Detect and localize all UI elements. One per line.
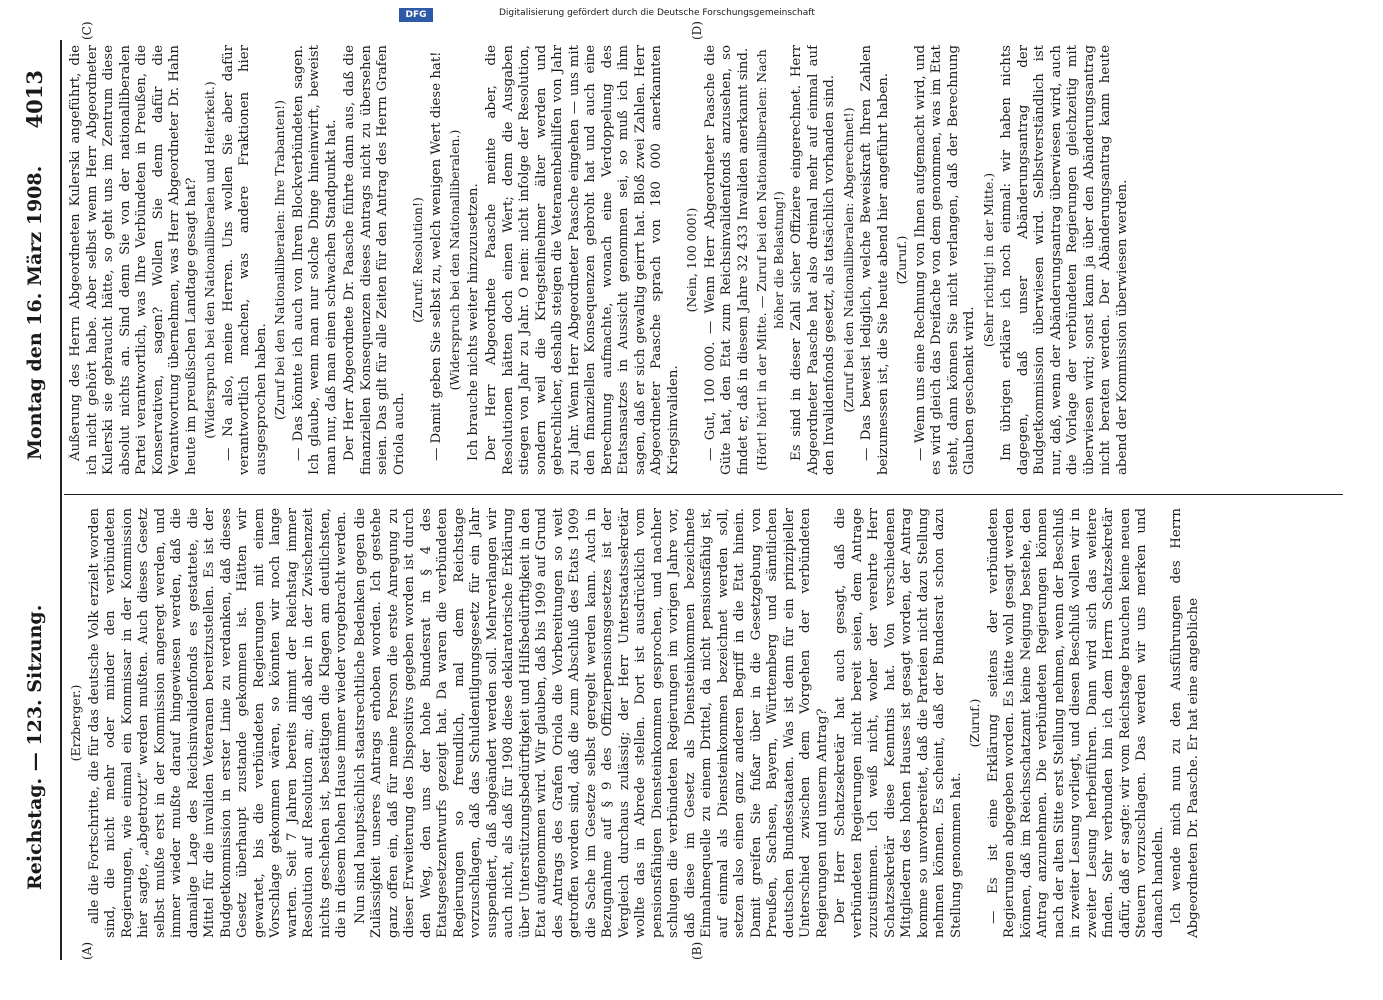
right-column: [68, 45, 1343, 475]
paragraph: — Damit geben Sie selbst zu, welch wenigen Wert diese hat!: [428, 51, 444, 461]
paragraph: (Nein, 100 000!): [684, 207, 699, 313]
column-divider: [64, 494, 1343, 495]
paragraph: (Sehr richtig! in der Mitte.): [980, 172, 996, 348]
page-number: 4013: [22, 70, 47, 129]
paragraph: Nun sind hauptsächlich staatsrechtliche Bedenken gegen die Zulässigkeit unseres Antrags erhoben worden. Ich gestehe ganz offen ein, daß für meine Person die erste Anregung zu dieser Erweiterung des Dispositivs gegeben worden ist durch den Weg, den uns der hohe Bundesrat in § 4 des Etatsgesetzentwurfs gezeigt hat. Da waren die verbündeten Regierungen so freundlich, mal dem Reichstage vorzuschlagen, daß das Schuldentilgungsgesetz für ein Jahr suspendiert, daß abgeändert werden soll. Mehrverlangen wir auch nicht, als daß für 1908 diese deklaratorische Erklärung über Unterstützungsbedürftigkeit und Hilfsbedürftigkeit in den Etat aufgenommen wird. Wir glauben, daß bis 1909 auf Grund des Antrags des Grafen Oriola die Vorbereitungen so weit getroffen worden sind, daß die zum Abschluß des Etats 1909 die Sache im Gesetze selbst geregelt werden kann. Auch in Bezugnahme auf § 9 des Offizierpensionsgesetzes ist der Vergleich durchaus zulässig; der Herr Unterstaatssekretär wollte das in Abrede stellen. Dort ist ausdrücklich vom pensionsfähigen Diensteinkommen gesprochen, und nachher schlugen die verbündeten Regierungen im vorigen Jahre vor, daß diese im Gesetz als Diensteinkommen bezeichnete Einnahmequelle zu einem Drittel, da nicht pensionsfähig ist, auf einmal als Diensteinkommen bezeichnet werden soll, setzen also einen ganz anderen Begriff in die Etat hinein. Damit greifen Sie fußar über in die Gesetzgebung von Preußen, Sachsen, Bayern, Württemberg und sämtlichen deutschen Bundesstaaten. Was ist denn für ein prinzipieller Unterschied zwischen dem Vorgehen der verbündeten Regierungen und unserm Antrag?: [352, 508, 830, 938]
paragraph: Es sind in dieser Zahl sicher Offiziere eingerechnet. Herr Abgeordneter Paasche hat also dreimal mehr auf einmal auf den Invalidenfonds gesetzt, als tatsächlich vorhanden sind.: [789, 45, 837, 475]
paragraph: — Das beweist lediglich, welche Beweiskraft Ihren Zahlen beizumessen ist, die Sie heute abend hier angeführt haben.: [859, 45, 891, 475]
paragraph: Im übrigen erkläre ich noch einmal: wir haben nichts dagegen, daß unser Abänderungsantrag der Budgetkommission überwiesen wird. Selbstverständlich ist nur, daß, wenn der Abänderungsantrag überwiesen wird, auch die Vorlage der verbündeten Regierungen gleichzeitig mit überwiesen wird; sonst kann ja über den Abänderungsantrag nicht beraten werden. Der Abänderungsantrag kann heute abend der Kommission überwiesen werden.: [999, 45, 1130, 475]
running-header: [22, 60, 56, 940]
margin-marker-c: (C): [80, 21, 94, 40]
paragraph: — Das könnte ich auch von Ihren Blockverbündeten sagen. Ich glaube, wenn man nur solche Dinge hineinwirft, beweist man nur, daß man einen schwachen Standpunkt hat.: [290, 45, 339, 475]
paragraph: Ich brauche nichts weiter hinzuzusetzen.: [465, 183, 481, 461]
left-column: [68, 508, 1343, 938]
paragraph: — Gut, 100 000. — Wenn Herr Abgeordneter Paasche die Güte hat, den Etat zum Reichsinvalidenfonds anzusehen, so findet er, daß in diesem Jahre 32 433 Invaliden anerkannt sind.: [702, 45, 751, 475]
paragraph: (Widerspruch bei den Nationalliberalen.): [447, 129, 462, 391]
paragraph: Der Herr Abgeordnete Paasche meinte aber, die Resolutionen hätten doch einen Wert; denn die Ausgaben stiegen von Jahr zu Jahr. O nein: nicht infolge der Resolution, sondern weil die Kriegsteilnehmer älter werden und gebrechlicher, deshalb steigen die Veteranenbeihilfen von Jahr zu Jahr. Wenn Herr Abgeordneter Paasche eingehen — uns mit den finanziellen Konsequenzen gebroht hat und auch eine Berechnung aufmachte, wonach eine Verdoppelung des Etatsansatzes in Aussicht genommen sei, so muß ich ihm sagen, daß er sich gewaltig geirrt hat. Bloß zwei Zahlen. Herr Abgeordneter Paasche sprach von 180 000 anerkannten Kriegsinvaliden.: [484, 45, 681, 475]
paragraph: (Widerspruch bei den Nationalliberalen und Heiterkeit.): [202, 81, 217, 439]
dfg-logo: DFG: [399, 8, 433, 22]
margin-marker-d: (D): [690, 21, 704, 40]
header-session: Reichstag. — 123. Sitzung.: [24, 604, 46, 890]
header-date: Montag den 16. März 1908.: [24, 165, 46, 460]
paragraph: (Zuruf.): [894, 235, 909, 285]
paragraph: Äußerung des Herrn Abgeordneten Kulerski angeführt, die ich nicht gehört habe. Aber selbst wenn Herr Abgeordneter Kulerski sie gebraucht hätte, so geht uns im Zentrum diese absolut nichts an. Sind denn Sie von der nationalliberalen Partei verantwortlich, was Ihre Verbündeten in Preußen, die Konservativen, sagen? Wollen Sie denn dafür die Verantwortung übernehmen, was Herr Abgeordneter Dr. Hahn heute im preußischen Landtage gesagt hat?: [68, 45, 199, 475]
paragraph: (Erzberger.): [68, 684, 83, 762]
margin-marker-b: (B): [690, 941, 704, 960]
paragraph: (Zuruf.): [967, 698, 982, 748]
paragraph: — Es ist eine Erklärung seitens der verbündeten Regierungen abgegeben worden. Es hätte wohl gesagt werden können, daß im Reichsschatzamt keine Neigung bestehe, den Antrag anzunehmen. Die verbündeten Regierungen können nach der alten Sitte erst Stellung nehmen, wenn der Beschluß in zweiter Lesung vorliegt, und diesen Beschluß wollen wir in zweiter Lesung herbeiführen. Dann wird sich das weitere finden. Sehr verbunden bin ich dem Herrn Schatzsekretär dafür, daß er sagte: wir vom Reichstage brauchen keine neuen Steuern vorzuschlagen. Das werden wir uns merken und danach handeln.: [985, 508, 1166, 938]
paragraph: (Zuruf: Resolution!): [410, 197, 425, 323]
paragraph: Der Herr Abgeordnete Dr. Paasche führte dann aus, daß die finanziellen Konsequenzen dieses Antrags nicht zu übersehen seien. Das gilt für alle Zeiten für den Antrag des Herrn Grafen Oriola auch.: [342, 45, 407, 475]
margin-marker-a: (A): [80, 941, 94, 960]
header-rule: [60, 40, 62, 960]
paragraph: alle die Fortschritte, die für das deutsche Volk erzielt worden sind, die nicht mehr oder minder den verbündeten Regierungen, wie einmal ein Kommissar in der Kommission hier sagte, „abgetrotzt“ werden mußten. Auch dieses Gesetz selbst mußte erst in der Kommission angeregt werden, und immer wieder mußte darauf hingewiesen werden, daß die damalige Lage des Reichsinvalidenfonds es gestattete, die Mittel für die invaliden Veteranen bereitzustellen. Es ist der Budgetkommission in erster Linie zu verdanken, daß dieses Gesetz überhaupt zustande gekommen ist. Hätten wir gewartet, bis die verbündeten Regierungen mit einem Vorschlage gekommen wären, so könnten wir noch lange warten. Seit 7 Jahren bereits nimmt der Reichstag immer Resolution auf Resolution an; daß aber in der Zwischenzeit nichts geschehen ist, bestätigen die Klagen am deutlichsten, die in diesem hohen Hause immer wieder vorgebracht werden.: [86, 508, 349, 938]
credit-text: Digitalisierung gefördert durch die Deutsche Forschungsgemeinschaft: [499, 8, 815, 18]
paragraph: — Wenn uns eine Rechnung von Ihnen aufgemacht wird, und es wird gleich das Dreifache von dem genommen, was im Etat steht, dann können Sie nicht verlangen, daß der Berechnung Glauben geschenkt wird.: [912, 45, 977, 475]
paragraph: Ich wende mich nun zu den Ausführungen des Herrn Abgeordneten Dr. Paasche. Er hat eine angebliche: [1169, 508, 1201, 938]
paragraph: Der Herr Schatzsekretär hat auch gesagt, daß die verbündeten Regierungen nicht bereit seien, dem Antrage zuzustimmen. Ich weiß nicht, woher der verehrte Herr Schatzsekretär diese Kenntnis hat. Von verschiedenen Mitgliedern des hohen Hauses ist gesagt worden, der Antrag komme so unvorbereitet, daß die Parteien nicht dazu Stellung nehmen können. Es scheint, daß der Bundesrat schon dazu Stellung genommen hat.: [833, 508, 964, 938]
paragraph: (Hört! hört! in der Mitte. — Zuruf bei den Nationalliberalen: Nach höher die Belastung!): [754, 49, 786, 471]
paragraph: (Zuruf bei den Nationalliberalen: Ihre Trabanten!): [272, 100, 287, 420]
paragraph: — Na also, meine Herren. Uns wollen Sie aber dafür verantwortlich machen, was andere Fraktionen hier ausgesprochen haben.: [220, 45, 269, 475]
paragraph: (Zuruf bei den Nationalliberalen: Abgerechnet!): [840, 107, 856, 413]
